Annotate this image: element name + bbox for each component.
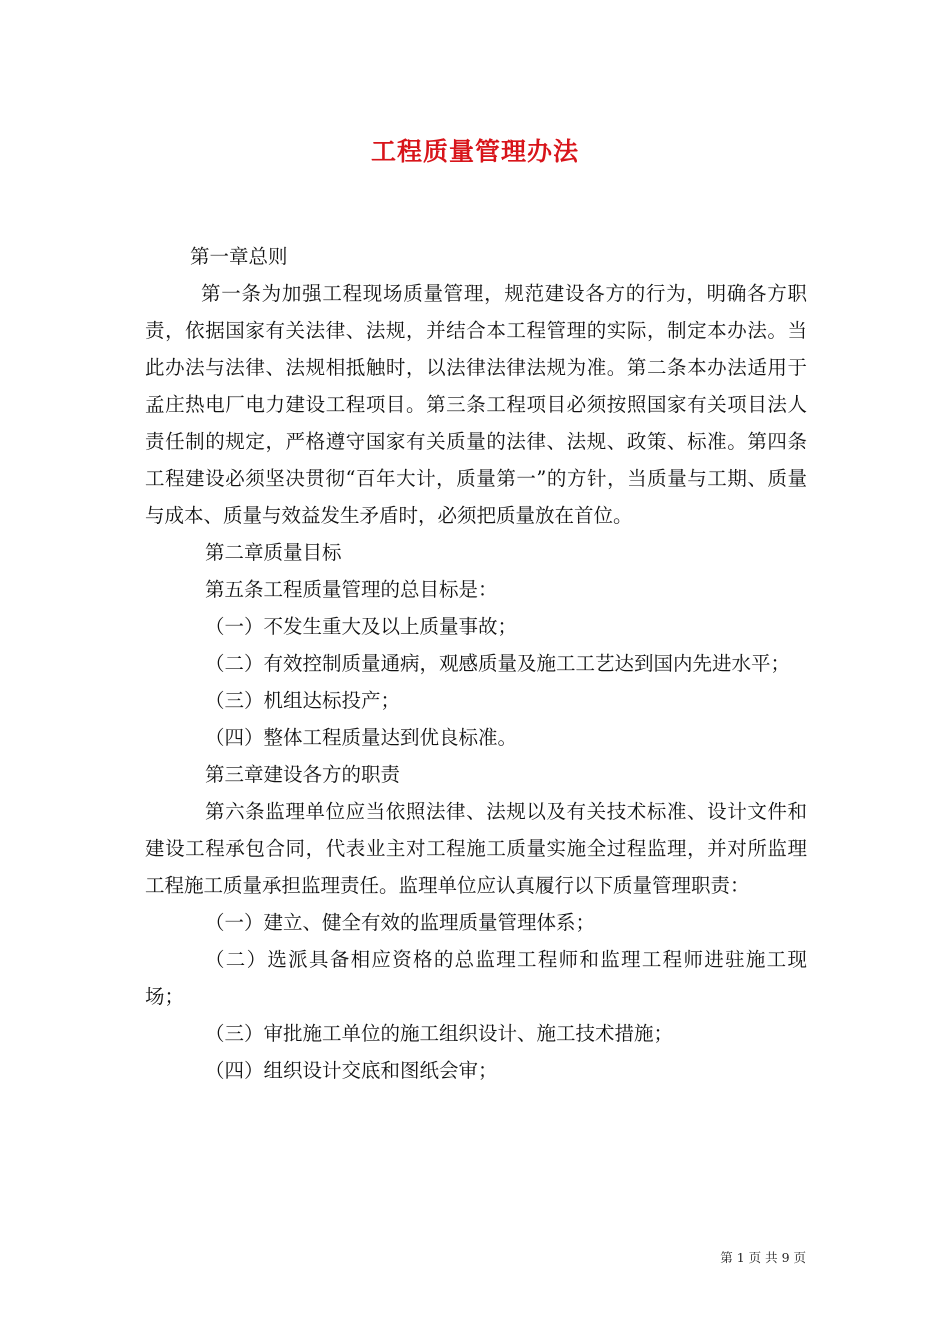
chapter-heading: 第二章质量目标 [205, 541, 342, 564]
page-number: 第 1 页 共 9 页 [720, 1250, 806, 1265]
chapter-heading: 第一章总则 [190, 245, 288, 268]
list-item: （四）组织设计交底和图纸会审； [205, 1059, 498, 1082]
list-item: （三）机组达标投产； [205, 689, 401, 712]
list-item: （一）建立、健全有效的监理质量管理体系； [205, 911, 596, 934]
chapter-heading: 第三章建设各方的职责 [205, 763, 401, 786]
list-item: （二）选派具备相应资格的总监理工程师和监理工程师进驻施工现场； [145, 948, 807, 1008]
paragraph: 第一条为加强工程现场质量管理，规范建设各方的行为，明确各方职责，依据国家有关法律、法规，并结合本工程管理的实际，制定本办法。当此办法与法律、法规相抵触时，以法律法律法规为准。第二条本办法适用于孟庄热电厂电力建设工程项目。第三条工程项目必须按照国家有关项目法人责任制的规定，严格遵守国家有关质量的法律、法规、政策、标准。第四条工程建设必须坚决贯彻“百年大计，质量第一”的方针，当质量与工期、质量与成本、质量与效益发生矛盾时，必须把质量放在首位。 [145, 282, 807, 527]
list-item: （四）整体工程质量达到优良标准。 [205, 726, 518, 749]
document-title: 工程质量管理办法 [370, 137, 579, 166]
list-item: （一）不发生重大及以上质量事故； [205, 615, 518, 638]
paragraph: 第五条工程质量管理的总目标是： [205, 578, 498, 601]
document-body [145, 238, 807, 1089]
list-item: （二）有效控制质量通病，观感质量及施工工艺达到国内先进水平； [205, 652, 791, 675]
list-item: （三）审批施工单位的施工组织设计、施工技术措施； [205, 1022, 674, 1045]
paragraph: 第六条监理单位应当依照法律、法规以及有关技术标准、设计文件和建设工程承包合同，代表业主对工程施工质量实施全过程监理，并对所监理工程施工质量承担监理责任。监理单位应认真履行以下质量管理职责： [145, 800, 807, 897]
